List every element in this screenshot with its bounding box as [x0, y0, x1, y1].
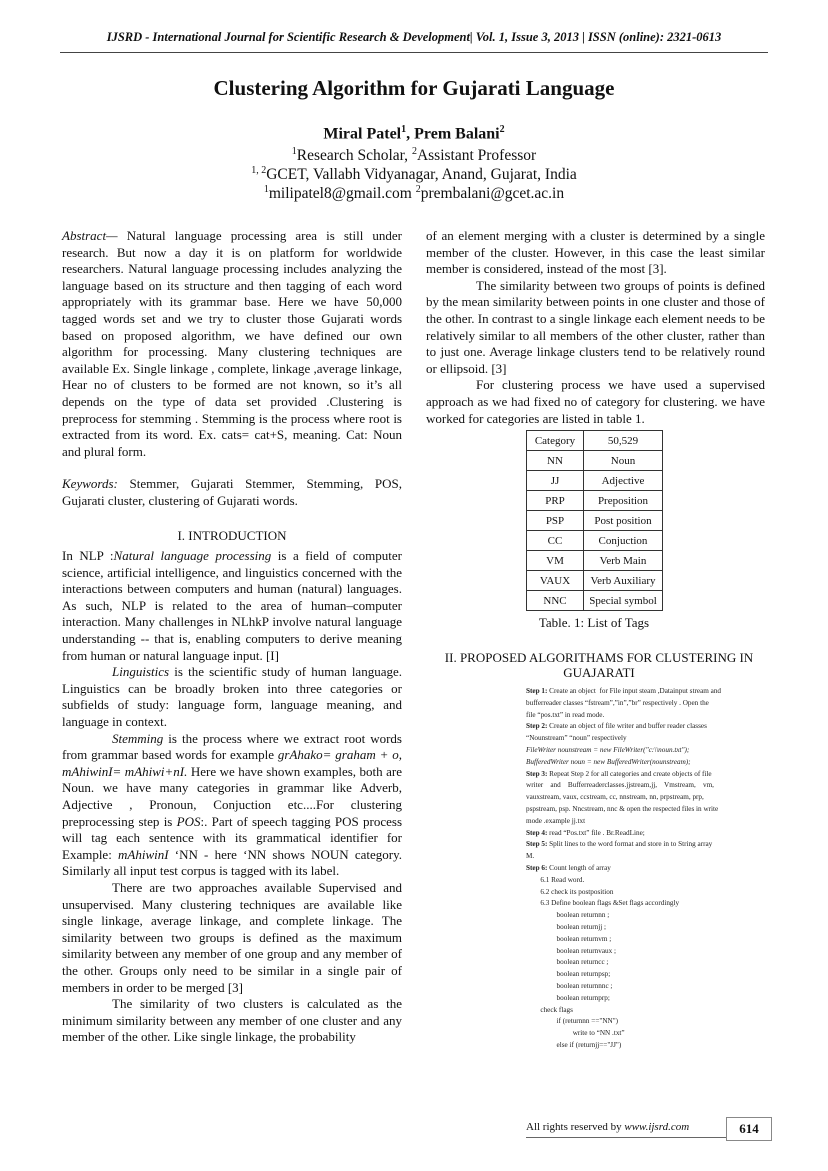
table-row	[527, 471, 663, 491]
tag-code-cell: VAUX	[527, 571, 584, 591]
step-text: write to “NN .txt”	[526, 1029, 625, 1038]
algorithm-line	[526, 957, 766, 969]
step-text: 6.3 Define boolean flags &Set flags accordingly	[526, 899, 680, 908]
algorithm-line	[526, 993, 766, 1005]
intro-paragraph-5: The similarity of two clusters is calculated as the minimum similarity between any member of one cluster and any member of the other. Like single linkage, the probability	[62, 996, 402, 1045]
algorithm-line	[526, 698, 766, 710]
page-number: 614	[726, 1117, 772, 1141]
abstract-label: Abstract—	[62, 228, 118, 243]
algorithm-line	[526, 981, 766, 993]
aff-role-2: Assistant Professor	[416, 147, 537, 165]
tag-desc-cell: 50,529	[584, 431, 663, 451]
step-text: file “pos.txt” in read mode.	[526, 710, 605, 719]
paper-title: Clustering Algorithm for Gujarati Language	[213, 76, 615, 100]
header-rule	[60, 52, 768, 53]
step-text: M.	[526, 852, 535, 861]
code-text: BufferedWriter noun = new BufferedWriter(nounstream);	[526, 757, 691, 766]
step-text: boolean returnnn ;	[526, 911, 610, 920]
step-text: Split lines to the word format and store in to String array	[547, 840, 713, 849]
algorithm-line	[526, 922, 766, 934]
algorithm-line	[526, 804, 766, 816]
step-label: Step 4:	[526, 828, 548, 837]
email-1: milipatel8@gmail.com	[268, 185, 416, 203]
intro-italic: POS	[176, 813, 201, 829]
algorithm-line	[526, 851, 766, 863]
keywords-text: Stemmer, Gujarati Stemmer, Stemming, POS, Gujarati cluster, clustering of Gujarati words.	[62, 476, 402, 508]
table-row	[527, 451, 663, 471]
algorithm-line	[526, 1005, 766, 1017]
algorithm-line	[526, 721, 766, 733]
algorithm-line	[526, 887, 766, 899]
algorithm-listing	[526, 686, 766, 1052]
email-2: prembalani@gcet.ac.in	[420, 185, 565, 203]
algorithm-line	[526, 1028, 766, 1040]
algorithm-line	[526, 828, 766, 840]
algorithm-line	[526, 792, 766, 804]
step-label: Step 3:	[526, 769, 548, 778]
intro-text: . Part of speech tagging POS process will tag each sentence with its grammatical identifier for Example:	[62, 813, 403, 862]
intro-paragraph-1	[62, 548, 402, 664]
step-text: Repeat Step 2 for all categories and create objects of file	[547, 769, 712, 778]
tag-desc-cell: Conjuction	[584, 531, 663, 551]
step-text: boolean returnjj ;	[526, 922, 607, 931]
step-text: boolean returnprp;	[526, 993, 610, 1002]
footer-rights	[526, 1121, 689, 1133]
step-text: boolean returnnnc ;	[526, 981, 613, 990]
keywords	[62, 476, 402, 509]
intro-text: ‘NN - here ‘NN shows NOUN category. Similarly all input test corpus is tagged with its label.	[62, 846, 403, 879]
table-row	[527, 551, 663, 571]
intro-italic: Natural language processing	[113, 548, 272, 564]
algorithm-line	[526, 1040, 766, 1052]
footer-text: All rights reserved by	[526, 1121, 625, 1133]
table-row	[527, 491, 663, 511]
tag-desc-cell: Verb Auxiliary	[584, 571, 663, 591]
keywords-label: Keywords:	[62, 476, 118, 492]
table-row	[527, 531, 663, 551]
step-text: boolean returnvm ;	[526, 934, 612, 943]
aff-mark: 2	[411, 146, 417, 157]
table-row	[527, 511, 663, 531]
code-text: FileWriter nounstream = new FileWriter("c:\\noun.txt");	[526, 745, 690, 754]
tags-table	[526, 430, 663, 611]
step-label: Step 6:	[526, 863, 548, 872]
step-text: boolean returnpsp;	[526, 970, 611, 979]
author-1: Miral Patel	[323, 125, 402, 143]
intro-text: is a field of computer science, artificial intelligence, and linguistics concerned with the interactions between computers and human (natural) languages. As such, NLP is related to the area of human–computer interaction. Many challenges in NLhkP involve natural language understanding -- that is, enabling computers to derive meaning from human or natural language input. [I]	[62, 548, 402, 663]
step-text: writer and Bufferreaderclasses.jjstream,jj, Vmstream, vm,	[526, 781, 714, 790]
aff-mark: 2	[415, 184, 421, 195]
tag-code-cell: PSP	[527, 511, 584, 531]
left-column	[62, 228, 402, 1046]
tag-desc-cell: Preposition	[584, 491, 663, 511]
author-1-mark: 1	[401, 124, 407, 135]
algorithm-line	[526, 745, 766, 757]
step-text: “Nounstream” “noun” respectively	[526, 734, 627, 743]
algorithm-line	[526, 910, 766, 922]
intro-paragraph-3	[62, 731, 402, 880]
journal-header: IJSRD - International Journal for Scientific Research & Development| Vol. 1, Issue 3, 2013 | ISSN (online): 2321-0613	[106, 30, 722, 44]
aff-mark: 1	[291, 146, 297, 157]
intro-italic: Stemming	[112, 730, 164, 746]
algorithm-line	[526, 1016, 766, 1028]
aff-mark: 1	[263, 184, 269, 195]
algorithm-line	[526, 969, 766, 981]
step-label: Step 1:	[526, 687, 548, 695]
algorithm-line	[526, 686, 766, 698]
algorithm-line	[526, 769, 766, 781]
step-text: else if (returnjj=="JJ")	[526, 1040, 622, 1049]
intro-text: :	[200, 813, 205, 829]
step-text: 6.1 Read word.	[526, 875, 585, 884]
step-text: bufferreader classes “fstream”,”in”,”br” respectively . Open the	[526, 698, 709, 707]
tag-desc-cell: Post position	[584, 511, 663, 531]
tag-desc-cell: Verb Main	[584, 551, 663, 571]
step-text: if (returnnn =="NN")	[526, 1017, 619, 1026]
algorithm-line	[526, 733, 766, 745]
step-text: Count length of array	[547, 863, 611, 872]
section-introduction-heading: I. INTRODUCTION	[177, 527, 287, 543]
abstract	[62, 228, 402, 460]
tag-code-cell: NNC	[527, 591, 584, 611]
intro-text: is the process where we extract root words from grammar based words for example	[62, 730, 402, 763]
algorithm-line	[526, 934, 766, 946]
right-paragraph-2: The similarity between two groups of points is defined by the mean similarity between points in one cluster and those of the other. In contrast to a single linkage each element needs to be relatively similar to all members of the other cluster, rather than to just one. Average linkage clusters tend to be relatively round or ellipsoid. [3]	[426, 277, 765, 376]
section-proposed-heading: II. PROPOSED ALGORITHAMS FOR CLUSTERING IN GUAJARATI	[444, 650, 754, 680]
step-text: 6.2 check its postposition	[526, 887, 614, 896]
step-text: vauxstream, vaux, ccstream, cc, nnstream, nn, prpstream, prp,	[526, 793, 704, 802]
tag-code-cell: NN	[527, 451, 584, 471]
step-text: boolean returncc ;	[526, 958, 609, 967]
abstract-text: Natural language processing area is still under research. But now a day it is on platform for worldwide researchers. Natural language processing includes analyzing the language based on its structure and then tagging of each word appropriately with its grammar base. Here we have 50,000 tagged words set and we try to cluster those Gujarati words based on proposed algorithm, we have defined our own algorithm for processing. Many clustering techniques are available Ex. Single linkage , complete, linkage ,average linkage, Hear no of clusters to be formed are not known, so it’s all depends on the type of data set provided .Clustering is preprocess for stemming . Stemming is the process where root is extracted from its word. Ex. cats= cat+S, meaning. Cat: Noun and plural form.	[62, 228, 402, 459]
affiliation-roles	[0, 146, 828, 165]
right-column	[426, 228, 765, 427]
intro-text: is the scientific study of human language. Linguistics can be broadly broken into three categories or subfields of study: language form, language meaning, and language in context.	[62, 664, 402, 730]
intro-paragraph-4: There are two approaches available Supervised and unsupervised. Many clustering techniques are available like single linkage, average linkage, and complete linkage. The similarity between two groups is defined as the maximum similarity between any member of one group and any member of the other. Groups only need to be similar in a single pair of members in order to be merged [3]	[62, 879, 402, 995]
step-text: check flags	[526, 1005, 573, 1014]
tag-code-cell: Category	[527, 431, 584, 451]
table-caption: Table. 1: List of Tags	[538, 615, 650, 630]
intro-text: Here we have shown examples, both are Noun. we have many categories in grammar like Adverb, Adjective , Pronoun, Conjuction etc....For clustering preprocessing step is	[62, 763, 402, 829]
tag-desc-cell: Special symbol	[584, 591, 663, 611]
step-label: Step 5:	[526, 840, 548, 849]
intro-paragraph-2	[62, 664, 402, 730]
intro-italic: Linguistics	[112, 664, 170, 680]
affiliation-emails	[0, 184, 828, 203]
tag-code-cell: CC	[527, 531, 584, 551]
step-text: mode .example jj.txt	[526, 816, 586, 825]
tag-desc-cell: Noun	[584, 451, 663, 471]
intro-italic: grAhako= graham + o, mAhiwinI= mAhiwi+nI.	[62, 747, 402, 779]
author-sep: ,	[406, 125, 415, 143]
tag-code-cell: VM	[527, 551, 584, 571]
tag-code-cell: JJ	[527, 471, 584, 491]
algorithm-line	[526, 710, 766, 722]
tag-code-cell: PRP	[527, 491, 584, 511]
author-line	[0, 124, 828, 143]
intro-text: In NLP :	[62, 548, 114, 564]
aff-role-1: Research Scholar,	[296, 147, 412, 165]
footer-rule	[526, 1137, 726, 1138]
table-row	[527, 591, 663, 611]
affiliation-institute	[0, 165, 828, 184]
step-text: Create an object of file writer and buffer reader classes	[547, 722, 707, 731]
algorithm-line	[526, 816, 766, 828]
table-row	[527, 571, 663, 591]
step-text: pspstream, psp. Nncstream, nnc & open the respected files in write	[526, 804, 719, 813]
step-text: read “Pos.txt” file . Br.ReadLine;	[547, 828, 645, 837]
aff-institute: GCET, Vallabh Vidyanagar, Anand, Gujarat, India	[266, 166, 577, 184]
algorithm-line	[526, 875, 766, 887]
step-text: boolean returnvaux ;	[526, 946, 617, 955]
right-paragraph-3: For clustering process we have used a supervised approach as we had fixed no of category for clustering. we have worked for categories are listed in table 1.	[426, 377, 765, 426]
algorithm-line	[526, 757, 766, 769]
tag-desc-cell: Adjective	[584, 471, 663, 491]
right-paragraph-1: of an element merging with a cluster is determined by a single member of the cluster. However, in this case the least similar member is considered, instead of the most [3].	[426, 228, 765, 277]
algorithm-line	[526, 946, 766, 958]
algorithm-line	[526, 898, 766, 910]
algorithm-line	[526, 863, 766, 875]
step-text: Create an object for File input steam ,Datainput stream and	[547, 687, 722, 695]
algorithm-line	[526, 839, 766, 851]
aff-mark: 1, 2	[251, 165, 267, 176]
algorithm-line	[526, 780, 766, 792]
author-2-mark: 2	[499, 124, 505, 135]
footer-site: www.ijsrd.com	[624, 1121, 690, 1133]
step-label: Step 2:	[526, 722, 548, 731]
table-row	[527, 431, 663, 451]
intro-italic: mAhiwinI	[118, 846, 169, 862]
author-2: Prem Balani	[414, 125, 500, 143]
